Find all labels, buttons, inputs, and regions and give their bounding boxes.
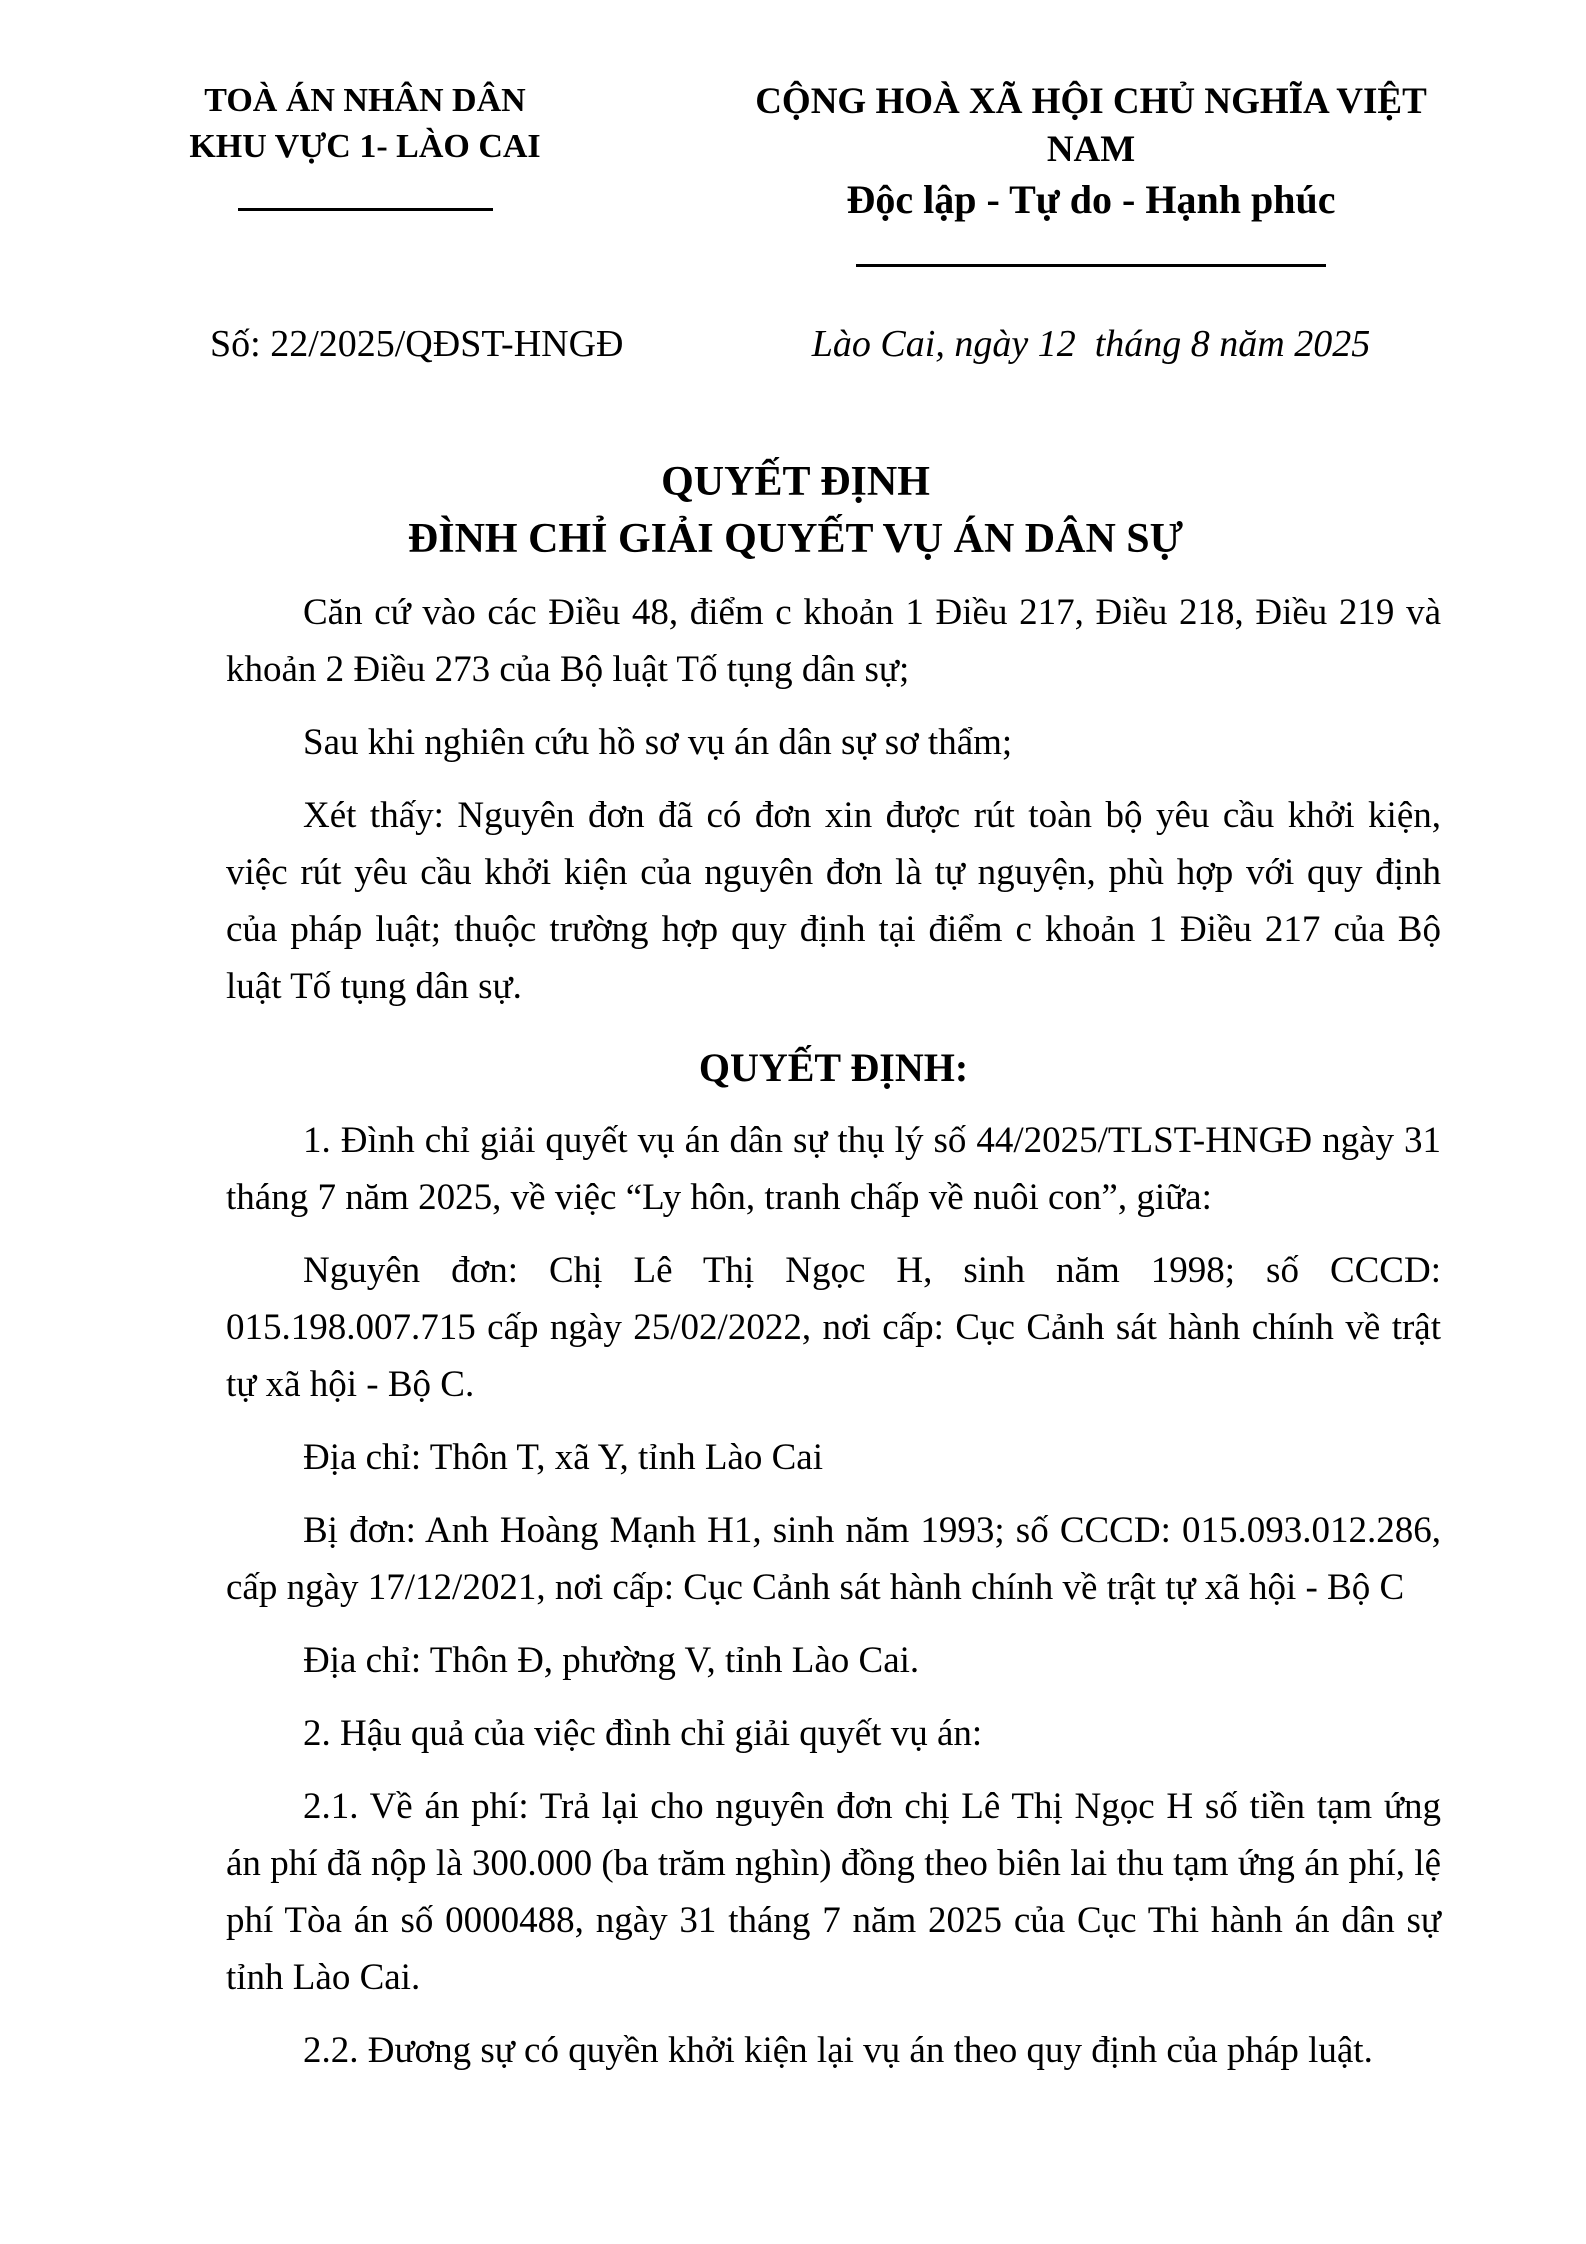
document-number: Số: 22/2025/QĐST-HNGĐ [210, 323, 624, 365]
title-line1: QUYẾT ĐỊNH [661, 459, 930, 505]
court-name-line2: KHU VỰC 1- LÀO CAI [189, 128, 541, 165]
preamble-paragraph: Sau khi nghiên cứu hồ sơ vụ án dân sự sơ thẩm; [303, 722, 1013, 763]
national-motto-block [741, 78, 1441, 267]
decision-paragraph: 2. Hậu quả của việc đình chỉ giải quyết vụ án: [303, 1713, 983, 1754]
court-underline [238, 208, 493, 211]
decision-paragraph: 1. Đình chỉ giải quyết vụ án dân sự thụ lý số 44/2025/TLST-HNGĐ ngày 31 tháng 7 năm 2025, về việc “Ly hôn, tranh chấp về nuôi con”, giữa: [226, 1120, 1441, 1218]
document-meta-row [150, 322, 1441, 366]
document-header [150, 78, 1441, 267]
decision-paragraph: Nguyên đơn: Chị Lê Thị Ngọc H, sinh năm 1998; số CCCD: 015.198.007.715 cấp ngày 25/02/2022, nơi cấp: Cục Cảnh sát hành chính về trật tự xã hội - Bộ C. [226, 1250, 1441, 1405]
court-name-block [150, 78, 580, 211]
preamble-paragraph: Căn cứ vào các Điều 48, điểm c khoản 1 Điều 217, Điều 218, Điều 219 và khoản 2 Điều 273 của Bộ luật Tố tụng dân sự; [226, 592, 1441, 690]
date-line: Lào Cai, ngày 12 tháng 8 năm 2025 [811, 323, 1371, 365]
title-line2: ĐÌNH CHỈ GIẢI QUYẾT VỤ ÁN DÂN SỰ [407, 516, 1184, 562]
decision-paragraph: Địa chỉ: Thôn Đ, phường V, tỉnh Lào Cai. [303, 1640, 920, 1681]
preamble-paragraph: Xét thấy: Nguyên đơn đã có đơn xin được rút toàn bộ yêu cầu khởi kiện, việc rút yêu cầu khởi kiện của nguyên đơn là tự nguyện, phù hợp với quy định của pháp luật; thuộc trường hợp quy định tại điểm c khoản 1 Điều 217 của Bộ luật Tố tụng dân sự. [226, 795, 1441, 1007]
decision-paragraph: 2.2. Đương sự có quyền khởi kiện lại vụ án theo quy định của pháp luật. [303, 2030, 1373, 2071]
document-title [150, 454, 1441, 568]
court-name-line1: TOÀ ÁN NHÂN DÂN [204, 82, 526, 119]
decision-paragraph: Bị đơn: Anh Hoàng Mạnh H1, sinh năm 1993; số CCCD: 015.093.012.286, cấp ngày 17/12/2021, nơi cấp: Cục Cảnh sát hành chính về trật tự xã hội - Bộ C [226, 1510, 1441, 1608]
document-body [226, 584, 1441, 2079]
decision-heading: QUYẾT ĐỊNH: [698, 1045, 969, 1090]
motto-underline [856, 264, 1326, 267]
national-motto-line1: CỘNG HOÀ XÃ HỘI CHỦ NGHĨA VIỆT NAM [755, 81, 1427, 170]
decision-paragraph: Địa chỉ: Thôn T, xã Y, tỉnh Lào Cai [303, 1437, 823, 1478]
national-motto-line2: Độc lập - Tự do - Hạnh phúc [846, 177, 1336, 222]
decision-paragraph: 2.1. Về án phí: Trả lại cho nguyên đơn chị Lê Thị Ngọc H số tiền tạm ứng án phí đã nộp là 300.000 (ba trăm nghìn) đồng theo biên lai thu tạm ứng án phí, lệ phí Tòa án số 0000488, ngày 31 tháng 7 năm 2025 của Cục Thi hành án dân sự tỉnh Lào Cai. [226, 1786, 1441, 1998]
